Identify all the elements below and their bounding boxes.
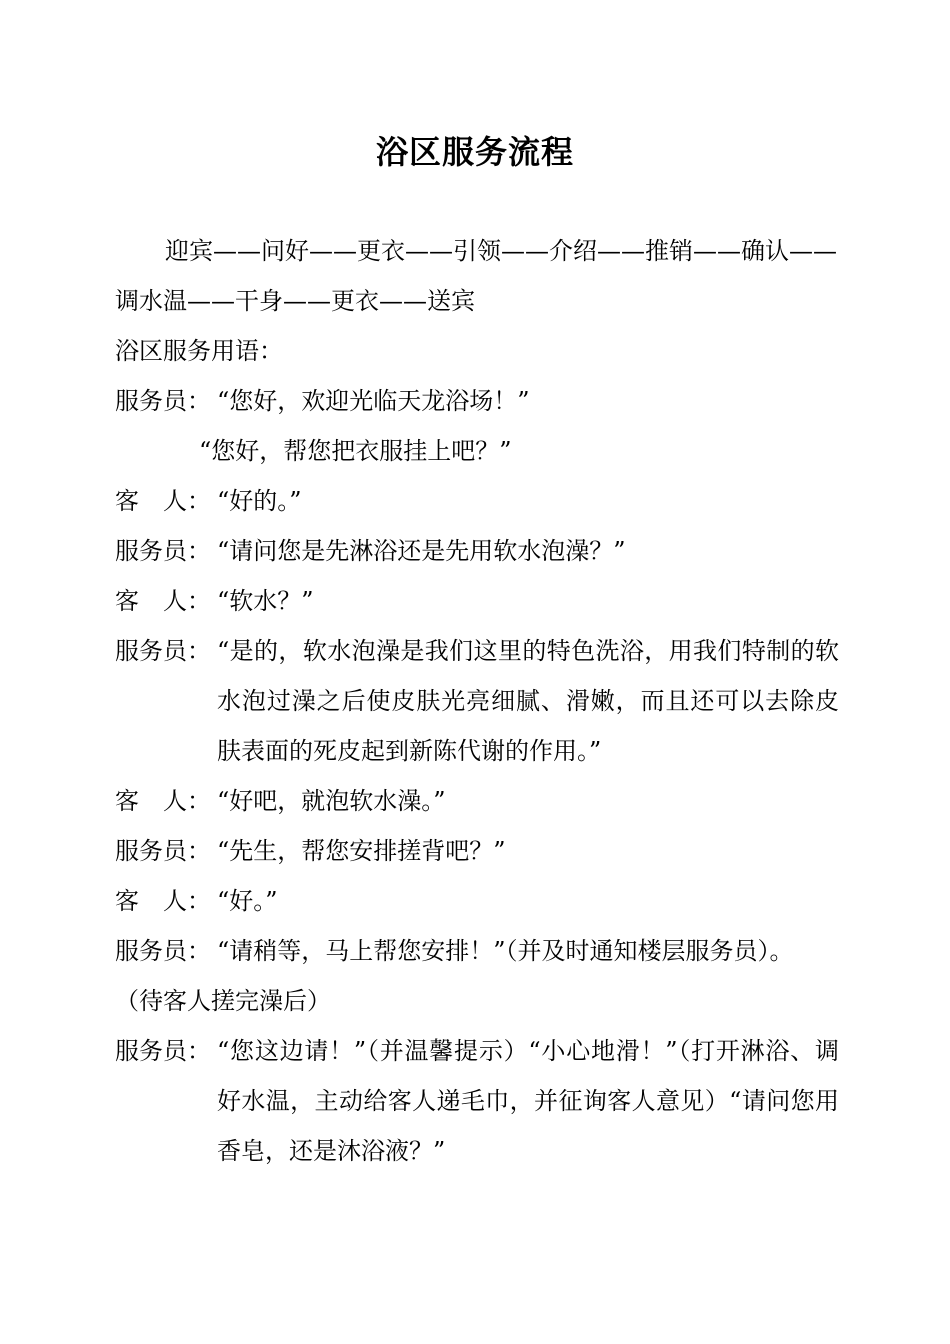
context-note: （待客人搓完澡后） (115, 987, 331, 1015)
service-flow: 迎宾——问好——更衣——引领——介绍——推销——确认——调水温——干身——更衣——送宾 (115, 237, 837, 315)
speaker-label: 服务员： (115, 387, 211, 415)
utterance-text: “好的。” (217, 487, 302, 515)
dialog-line-5 (115, 576, 839, 626)
utterance-text: “请稍等，马上帮您安排！”（并及时通知楼层服务员）。 (217, 937, 794, 965)
dialog-line-1 (115, 376, 839, 426)
utterance-text: “好。” (217, 887, 278, 915)
speaker-label: 客 人： (115, 787, 211, 815)
dialog-line-12 (115, 1026, 839, 1176)
dialog-line-8 (115, 826, 839, 876)
terms-heading: 浴区服务用语： (115, 337, 283, 365)
utterance-text: “您这边请！”（并温馨提示）“小心地滑！”（打开淋浴、调好水温，主动给客人递毛巾，并征询客人意见）“请问您用香皂，还是沐浴液？” (217, 1037, 839, 1165)
dialog-line-3 (115, 476, 839, 526)
utterance-text: “您好，欢迎光临天龙浴场！” (217, 387, 530, 415)
utterance-text: “先生，帮您安排搓背吧？” (217, 837, 506, 865)
document-title: 浴区服务流程 (375, 133, 574, 171)
dialog-line-4 (115, 526, 839, 576)
dialog-line-2: “您好，帮您把衣服挂上吧？” (199, 437, 512, 465)
speaker-label: 服务员： (115, 1037, 211, 1065)
speaker-label: 客 人： (115, 587, 211, 615)
utterance-text: “请问您是先淋浴还是先用软水泡澡？” (217, 537, 626, 565)
dialog-line-9 (115, 876, 839, 926)
speaker-label: 客 人： (115, 887, 211, 915)
speaker-label: 服务员： (115, 837, 211, 865)
document-body (115, 226, 839, 1176)
dialog-line-7 (115, 776, 839, 826)
utterance-text: “好吧，就泡软水澡。” (217, 787, 446, 815)
utterance-text: “是的，软水泡澡是我们这里的特色洗浴，用我们特制的软水泡过澡之后使皮肤光亮细腻、滑嫩，而且还可以去除皮肤表面的死皮起到新陈代谢的作用。” (217, 637, 839, 765)
dialog-line-10 (115, 926, 839, 976)
speaker-label: 服务员： (115, 537, 211, 565)
dialog-line-6 (115, 626, 839, 776)
speaker-label: 服务员： (115, 637, 211, 665)
speaker-label: 客 人： (115, 487, 211, 515)
utterance-text: “软水？” (217, 587, 314, 615)
speaker-label: 服务员： (115, 937, 211, 965)
